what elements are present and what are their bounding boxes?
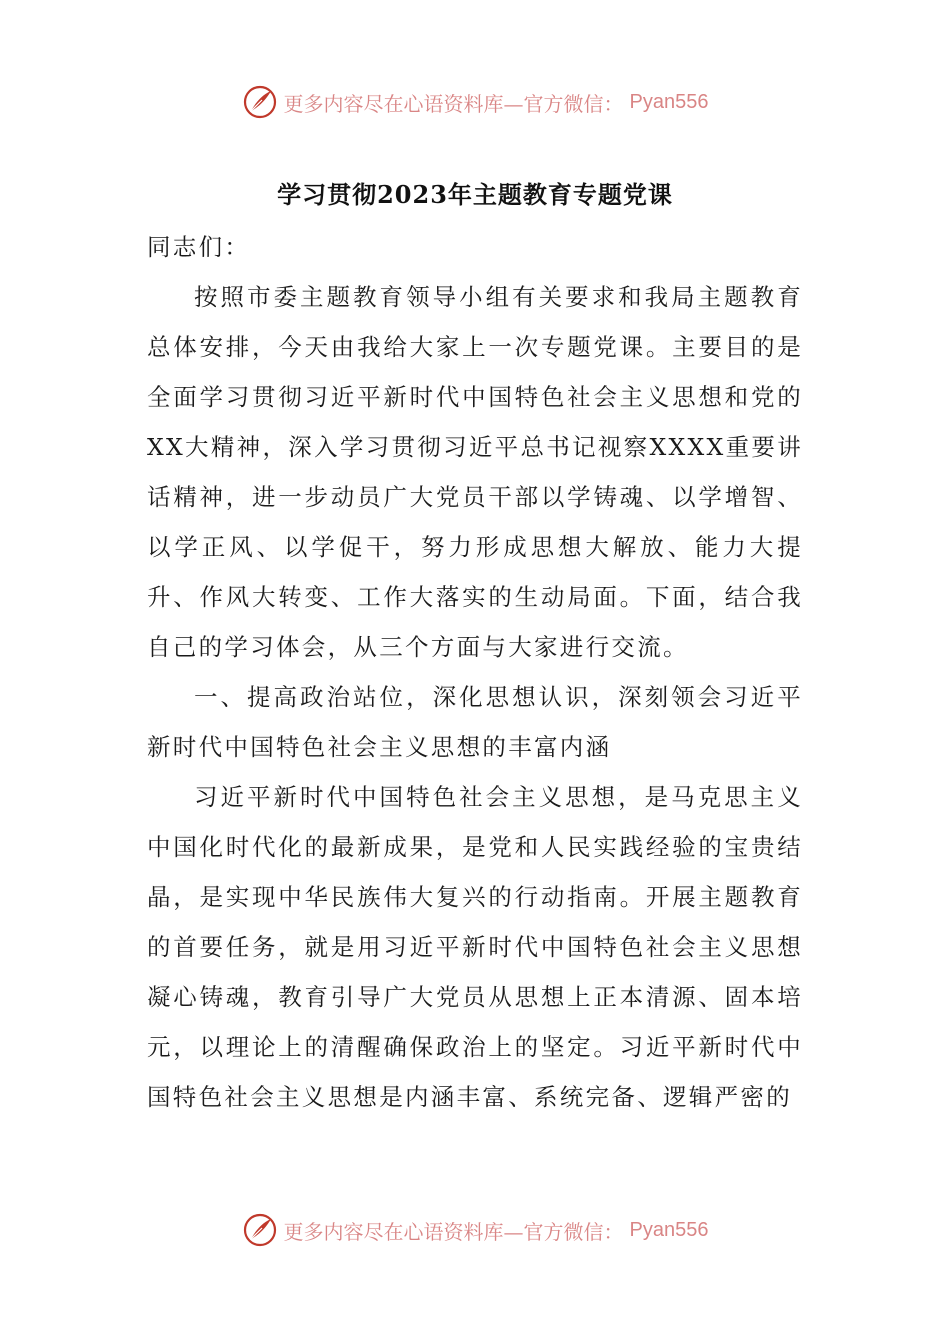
- paragraph-intro: 按照市委主题教育领导小组有关要求和我局主题教育总体安排，今天由我给大家上一次专题党课。主要目的是全面学习贯彻习近平新时代中国特色社会主义思想和党的XX大精神，深入学习贯彻习近平总书记视察XXXX重要讲话精神，进一步动员广大党员干部以学铸魂、以学增智、以学正风、以学促干，努力形成思想大解放、能力大提升、作风大转变、工作大落实的生动局面。下面，结合我自己的学习体会，从三个方面与大家进行交流。: [147, 283, 803, 661]
- quill-logo-icon: [242, 84, 278, 120]
- quill-logo-icon: [242, 1212, 278, 1248]
- watermark-banner-top: [0, 80, 950, 124]
- watermark-wechat-id: Pyan556: [629, 1218, 709, 1241]
- watermark-text: 更多内容尽在心语资料库—官方微信：: [283, 91, 624, 116]
- document-title: 学习贯彻2023年主题教育专题党课: [277, 180, 673, 209]
- watermark-banner-bottom: [0, 1208, 950, 1252]
- section-heading-1: 一、提高政治站位，深化思想认识，深刻领会习近平新时代中国特色社会主义思想的丰富内涵: [147, 683, 803, 761]
- paragraph-section-1: 习近平新时代中国特色社会主义思想，是马克思主义中国化时代化的最新成果，是党和人民实践经验的宝贵结晶，是实现中华民族伟大复兴的行动指南。开展主题教育的首要任务，就是用习近平新时代中国特色社会主义思想凝心铸魂，教育引导广大党员从思想上正本清源、固本培元，以理论上的清醒确保政治上的坚定。习近平新时代中国特色社会主义思想是内涵丰富、系统完备、逻辑严密的: [147, 783, 803, 1111]
- watermark-wechat-id: Pyan556: [629, 90, 709, 113]
- watermark-text: 更多内容尽在心语资料库—官方微信：: [283, 1219, 624, 1244]
- salutation: 同志们：: [147, 233, 251, 261]
- document-body: [147, 222, 803, 1122]
